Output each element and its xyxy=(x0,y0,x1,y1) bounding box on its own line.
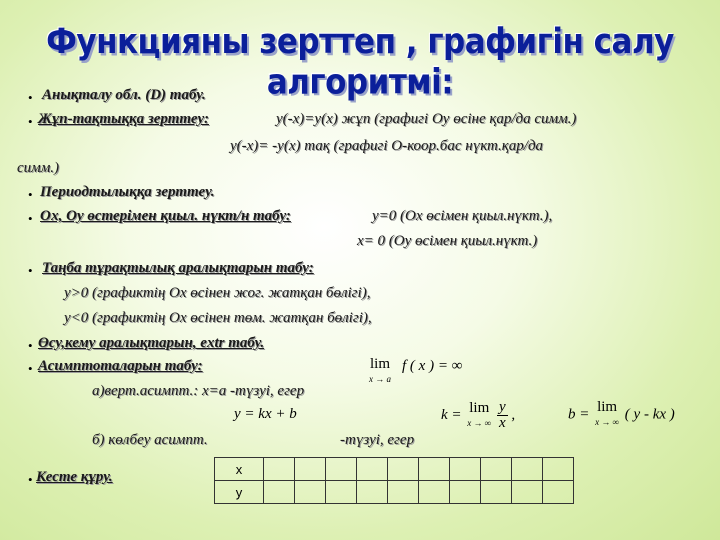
formula-k: k = lim x → ∞ $\frac{y}{x}$ , xyxy=(441,399,516,431)
table-cell xyxy=(512,481,543,504)
table-row-y xyxy=(215,481,574,504)
item-asymptote-oblique-cond: -түзуі, егер xyxy=(340,432,415,448)
table-cell xyxy=(481,458,512,481)
table-cell xyxy=(450,481,481,504)
table-cell xyxy=(543,458,574,481)
table-cell xyxy=(419,458,450,481)
table-cell xyxy=(295,458,326,481)
bullet-icon: • xyxy=(28,338,33,353)
bullet-icon: • xyxy=(28,114,33,129)
table-cell-x-label: x xyxy=(215,458,264,481)
formula-b: b = lim x → ∞ ( y - kx ) xyxy=(568,399,675,427)
item-periodicity: Периодтылыққа зерттеу. xyxy=(40,184,215,200)
item-parity-odd: y(-x)= -y(x) тақ (графигі О-коор.бас нүкт.қар/да xyxy=(230,138,544,154)
bullet-icon: • xyxy=(28,263,33,278)
formula-fx-inf: f ( x ) = ∞ xyxy=(402,358,463,374)
item-domain: Анықталу обл. (D) табу. xyxy=(42,87,206,103)
bullet-icon: • xyxy=(28,187,33,202)
item-intersect-ox: y=0 (Ох өсімен қиыл.нүкт.), xyxy=(372,208,553,224)
table-cell xyxy=(326,458,357,481)
item-intersect-heading: Ох, Оу өстерімен қиыл. нүкт/н табу: xyxy=(40,208,291,224)
table-row-x xyxy=(215,458,574,481)
table-cell xyxy=(357,481,388,504)
table-cell xyxy=(543,481,574,504)
bullet-icon: • xyxy=(28,361,33,376)
table-cell xyxy=(264,481,295,504)
bullet-icon: • xyxy=(28,90,33,105)
item-parity-even: y(-x)=y(x) жұп (графигі Оу өсіне қар/да симм.) xyxy=(276,111,577,127)
item-sign-heading: Таңба тұрақтылық аралықтарын табу: xyxy=(42,260,314,276)
table-cell xyxy=(481,481,512,504)
table-cell xyxy=(450,458,481,481)
item-asymptote-heading: Асимптоталарын табу: xyxy=(38,358,203,374)
item-parity-odd-cont: симм.) xyxy=(17,160,60,176)
table-cell xyxy=(264,458,295,481)
item-intersect-oy: x= 0 (Оу өсімен қиыл.нүкт.) xyxy=(357,233,538,249)
item-asymptote-oblique: б) көлбеу асимпт. xyxy=(92,432,208,448)
item-sign-neg: y<0 (графиктің Ох өсінен төм. жатқан бөлігі), xyxy=(64,310,372,326)
slide-title: Функцияны зерттеп , графигін салу алгоритмі: xyxy=(46,21,674,103)
formula-oblique-line: y = kx + b xyxy=(234,406,297,422)
table-cell xyxy=(512,458,543,481)
item-parity-heading: Жұп-тақтыққа зерттеу: xyxy=(38,111,209,127)
bullet-icon: • xyxy=(28,211,33,226)
value-table xyxy=(214,457,574,504)
formula-vertical-limit: lim x → a xyxy=(369,356,391,384)
table-cell xyxy=(326,481,357,504)
item-asymptote-vertical: а)верт.асимпт.: x=a -түзуі, егер xyxy=(92,383,305,399)
table-cell xyxy=(295,481,326,504)
bullet-icon: • xyxy=(28,472,33,487)
table-cell-y-label: y xyxy=(215,481,264,504)
table-cell xyxy=(388,458,419,481)
item-table-heading: Кесте құру. xyxy=(36,469,113,485)
table-cell xyxy=(388,481,419,504)
table-cell xyxy=(357,458,388,481)
item-sign-pos: y>0 (графиктің Ох өсінен жог. жатқан бөлігі), xyxy=(64,285,371,301)
table-cell xyxy=(419,481,450,504)
item-monotonic: Өсу,кему аралықтарын, extr табу. xyxy=(38,335,265,351)
